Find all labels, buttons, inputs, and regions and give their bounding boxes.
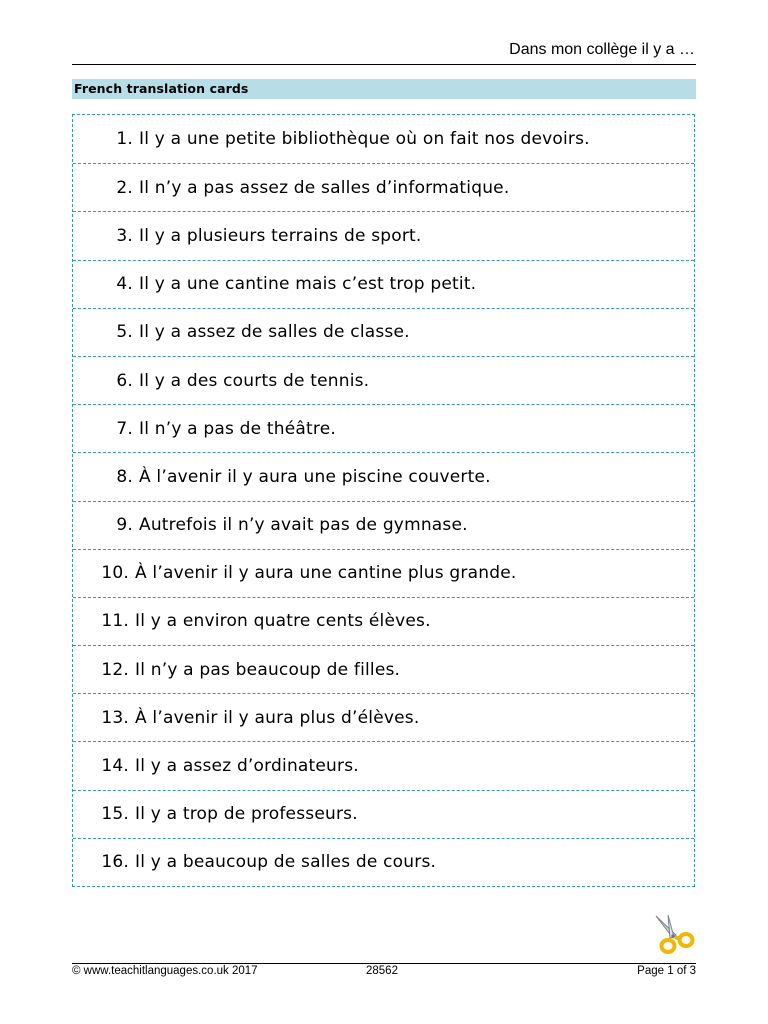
translation-card — [73, 549, 694, 597]
translation-card — [73, 741, 694, 789]
card-number: 10. — [101, 563, 129, 584]
card-number: 7. — [116, 418, 133, 439]
translation-cards-list — [72, 114, 695, 887]
card-sentence: Il y a environ quatre cents élèves. — [135, 611, 431, 632]
card-number: 16. — [101, 852, 129, 873]
card-sentence: À l’avenir il y aura une cantine plus grande. — [135, 563, 517, 584]
card-sentence: Il y a trop de professeurs. — [135, 804, 358, 825]
translation-card — [73, 211, 694, 259]
card-sentence: Il n’y a pas de théâtre. — [139, 418, 336, 439]
footer-page-number: Page 1 of 3 — [637, 965, 696, 977]
card-sentence: À l’avenir il y aura plus d’élèves. — [135, 707, 420, 728]
translation-card — [73, 838, 694, 886]
section-title: French translation cards — [74, 81, 249, 96]
translation-card — [73, 501, 694, 549]
card-number: 6. — [116, 370, 133, 391]
card-sentence: Il y a une petite bibliothèque où on fait nos devoirs. — [139, 129, 590, 150]
card-number: 9. — [116, 515, 133, 536]
section-title-bar — [72, 79, 696, 99]
translation-card — [73, 452, 694, 500]
translation-card — [73, 597, 694, 645]
card-number: 12. — [101, 659, 129, 680]
card-number: 8. — [116, 466, 133, 487]
card-number: 13. — [101, 707, 129, 728]
card-number: 11. — [101, 611, 129, 632]
translation-card — [73, 163, 694, 211]
card-number: 15. — [101, 804, 129, 825]
card-sentence: Il n’y a pas beaucoup de filles. — [135, 659, 401, 680]
card-sentence: Il n’y a pas assez de salles d’informatique. — [139, 177, 510, 198]
card-sentence: Il y a des courts de tennis. — [139, 370, 370, 391]
card-number: 1. — [116, 129, 133, 150]
card-sentence: Il y a assez de salles de classe. — [139, 322, 410, 343]
translation-card — [73, 115, 694, 163]
footer-resource-code: 28562 — [366, 965, 398, 977]
scissors-icon — [650, 911, 696, 957]
card-sentence: À l’avenir il y aura une piscine couverte. — [139, 466, 491, 487]
card-number: 3. — [116, 225, 133, 246]
translation-card — [73, 404, 694, 452]
card-number: 4. — [116, 274, 133, 295]
card-sentence: Il y a beaucoup de salles de cours. — [135, 852, 437, 873]
translation-card — [73, 260, 694, 308]
card-sentence: Il y a assez d’ordinateurs. — [135, 756, 359, 777]
card-number: 2. — [116, 177, 133, 198]
header-divider — [72, 64, 696, 65]
translation-card — [73, 308, 694, 356]
translation-card — [73, 790, 694, 838]
translation-card — [73, 645, 694, 693]
footer-copyright: © www.teachitlanguages.co.uk 2017 — [72, 965, 258, 977]
translation-card — [73, 693, 694, 741]
card-sentence: Autrefois il n’y avait pas de gymnase. — [139, 515, 468, 536]
card-number: 5. — [116, 322, 133, 343]
footer-divider — [72, 963, 696, 964]
translation-card — [73, 356, 694, 404]
card-number: 14. — [101, 756, 129, 777]
card-sentence: Il y a une cantine mais c’est trop petit. — [139, 274, 477, 295]
card-sentence: Il y a plusieurs terrains de sport. — [139, 225, 422, 246]
page-header-title: Dans mon collège il y a … — [509, 41, 695, 58]
